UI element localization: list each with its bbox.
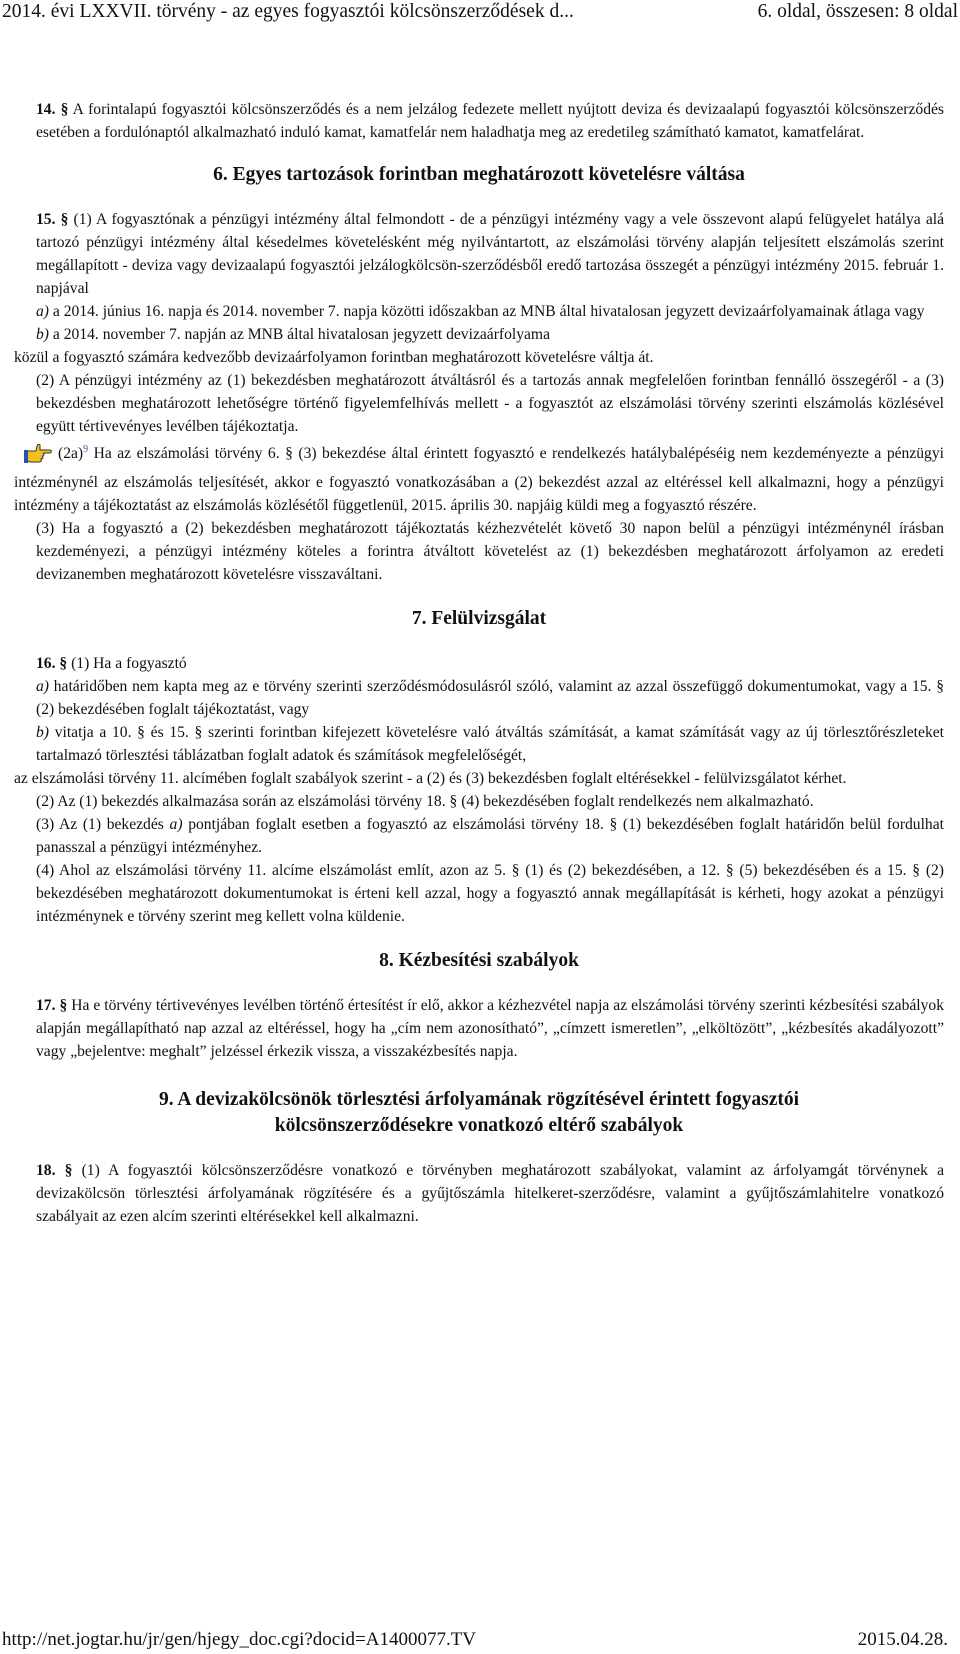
paragraph-15-1-b <box>14 323 944 346</box>
paragraph-14 <box>14 98 944 144</box>
item-text-a: határidőben nem kapta meg az e törvény szerinti szerződésmódosulásról szóló, valamint az azzal összefüggő dokumentumokat, vagy a 15. § (2) bekezdésében foglalt tájékoztatást, vagy <box>36 678 944 719</box>
item-label-a: a) <box>36 678 49 696</box>
paragraph-16-1-a <box>14 675 944 721</box>
section-heading-6: 6. Egyes tartozások forintban meghatározott követelésre váltása <box>213 164 745 185</box>
section-heading-9-line2: kölcsönszerződésekre vonatkozó eltérő szabályok <box>274 1115 684 1137</box>
document-url[interactable]: http://net.jogtar.hu/jr/gen/hjegy_doc.cgi?docid=A1400077.TV <box>2 1629 477 1650</box>
footnote-link[interactable]: 9 <box>83 444 89 455</box>
paragraph-15-1 <box>14 208 944 300</box>
paragraph-17-text: Ha e törvény tértivevényes levélben történő értesítést ír elő, akkor a kézhezvétel napja az elszámolási törvény szerinti kézbesítési szabályok alapján megállapítható nap azzal az eltéréssel, hogy ha „cím nem azonosítható”, „címzett ismeretlen”, „elköltözött”, „kézbesítés akadályozott” vagy „bejelentve: meghalt” jelzéssel érkezik vissza, a visszakézbesítés napja. <box>36 997 945 1061</box>
paragraph-15-3: (3) Ha a fogyasztó a (2) bekezdésben meghatározott tájékoztatás kézhezvételét követő 30 napon belül a pénzügyi intézménynél írásban kezdeményezi, a pénzügyi intézmény köteles a forintra átváltott követelést az (1) bekezdésben meghatározott árfolyamon az eredeti devizanemben meghatározott követelésre visszaváltani. <box>36 520 944 584</box>
paragraph-15-1-text: (1) A fogyasztónak a pénzügyi intézmény által felmondott - de a pénzügyi intézmény vagy a vele összevont alapú felügyelet hatálya alá tartozó pénzügyi intézmény által késedelmes követelésként még nyilvántartott, az elszámolási törvény alapján teljesített elszámolás szerint megállapított - deviza vagy devizaalapú fogyasztói jelzálogkölcsön-szerződésből eredő tartozása összegét a pénzügyi intézmény 2015. február 1. napjával <box>36 211 944 297</box>
paragraph-14-text: A forintalapú fogyasztói kölcsönszerződés és a nem jelzálog fedezete mellett nyújtott deviza és devizaalapú fogyasztói kölcsönszerződés esetében a fordulónaptól alkalmazható induló kamat, kamatfelár nem haladhatja meg az eredetileg számítható kamatot, kamatfelárat. <box>36 101 944 141</box>
item-label-b: b) <box>36 326 49 343</box>
paragraph-15-1-end: közül a fogyasztó számára kedvezőbb devizaárfolyamon forintban meghatározott követelésre váltja át. <box>14 349 654 366</box>
paragraph-16-3 <box>14 813 944 859</box>
page-counter: 6. oldal, összesen: 8 oldal <box>757 1 958 22</box>
paragraph-15-2a-text: Ha az elszámolási törvény 6. § (3) bekezdése által érintett fogyasztó e rendelkezés hatálybalépéséig nem kezdeményezte a pénzügyi intézménynél az elszámolás teljesítését, akkor e fogyasztó vonatkozásában a (2) bekezdést azzal az eltéréssel kell alkalmazni, hogy a pénzügyi intézmény a tájékoztatást az elszámolás közlésétől függetlenül, 2015. április 30. napjáig küldi meg a fogyasztó részére. <box>14 445 944 515</box>
section-number-16: 16. § <box>36 655 68 673</box>
page-header <box>0 0 960 34</box>
section-number-17: 17. § <box>36 997 68 1015</box>
paragraph-16-2: (2) Az (1) bekezdés alkalmazása során az elszámolási törvény 18. § (4) bekezdésében foglalt rendelkezés nem alkalmazható. <box>36 793 814 811</box>
item-ref-a: a) <box>169 816 183 834</box>
section-heading-9-line1: 9. A devizakölcsönök törlesztési árfolyamának rögzítésével érintett fogyasztói <box>158 1089 800 1111</box>
paragraph-18-text: (1) A fogyasztói kölcsönszerződésre vonatkozó e törvényben meghatározott szabályokat, valamint az árfolyamgát törvénynek a devizakölcsön törlesztési árfolyamának rögzítésére és a gyűjtőszámla hitelkeret-szerződésre, valamint a gyűjtőszámlahitelre vonatkozó szabályait az ezen alcím szerinti eltérésekkel kell alkalmazni. <box>36 1162 945 1226</box>
page-footer <box>0 1628 960 1654</box>
paragraph-16-1-text: (1) Ha a fogyasztó <box>71 655 187 673</box>
item-text-a: a 2014. június 16. napja és 2014. november 7. napja közötti időszakban az MNB által hivatalosan jegyzett devizaárfolyamainak átlaga vagy <box>52 303 925 320</box>
paragraph-16-1-end: az elszámolási törvény 11. alcímében foglalt szabályok szerint - a (2) és (3) bekezdésben foglalt eltérésekkel - felülvizsgálatot kérhet. <box>14 770 847 788</box>
print-date: 2015.04.28. <box>857 1629 948 1650</box>
paragraph-15-2a <box>14 438 944 517</box>
paragraph-15-2: (2) A pénzügyi intézmény az (1) bekezdésben meghatározott átváltásról és a tartozás annak megfelelően forintban fennálló összegéről - a (3) bekezdésben meghatározott lehetőségre történő figyelemfelhívás mellett - a fogyasztót az elszámolási törvény szerinti elszámolás közlésével együtt tértivevényes levélben tájékoztatja. <box>36 372 944 435</box>
pointing-hand-icon[interactable] <box>24 442 54 471</box>
item-text-b: vitatja a 10. § és 15. § szerinti forintban kifejezett követelésre való átváltás számítását, a kamat számítását vagy az új törlesztőrészleteket tartalmazó törlesztési táblázatban foglalt adatok és számítások megfelelőségét, <box>36 724 944 765</box>
paragraph-16-4: (4) Ahol az elszámolási törvény 11. alcíme elszámolást említ, azon az 5. § (1) és (2) bekezdésében, a 12. § (5) bekezdésében és a 15. § (2) bekezdésében meghatározott dokumentumokat is érteni kell azzal, hogy a fogyasztó annak megállapítását is kérheti, hogy azokat a pénzügyi intézménynek e törvény szerint meg kellett volna küldenie. <box>36 862 944 926</box>
paragraph-16-1-b <box>14 721 944 767</box>
document-title: 2014. évi LXXVII. törvény - az egyes fogyasztói kölcsönszerződések d... <box>2 1 574 22</box>
paragraph-16-3-pre: (3) Az (1) bekezdés <box>36 816 164 834</box>
paragraph-18 <box>14 1159 944 1228</box>
item-label-b: b) <box>36 724 49 742</box>
paragraph-17 <box>14 994 944 1063</box>
section-number-15: 15. § <box>36 211 69 228</box>
paragraph-16-3-post: pontjában foglalt esetben a fogyasztó az elszámolási törvény 18. § (1) bekezdésében foglalt határidőn belül fordulhat panasszal a pénzügyi intézményhez. <box>36 816 944 857</box>
paragraph-15-1-a <box>14 300 944 323</box>
paragraph-16-1 <box>14 652 944 675</box>
item-label-a: a) <box>36 303 49 320</box>
section-number-14: 14. § <box>36 101 69 118</box>
section-number-18: 18. § <box>36 1162 73 1180</box>
document-body <box>14 98 944 1228</box>
section-heading-9 <box>14 1087 944 1139</box>
section-heading-8: 8. Kézbesítési szabályok <box>379 950 579 972</box>
item-text-b: a 2014. november 7. napján az MNB által hivatalosan jegyzett devizaárfolyama <box>52 326 550 343</box>
section-heading-7: 7. Felülvizsgálat <box>411 608 547 630</box>
paragraph-15-2a-label: (2a) <box>58 445 84 463</box>
